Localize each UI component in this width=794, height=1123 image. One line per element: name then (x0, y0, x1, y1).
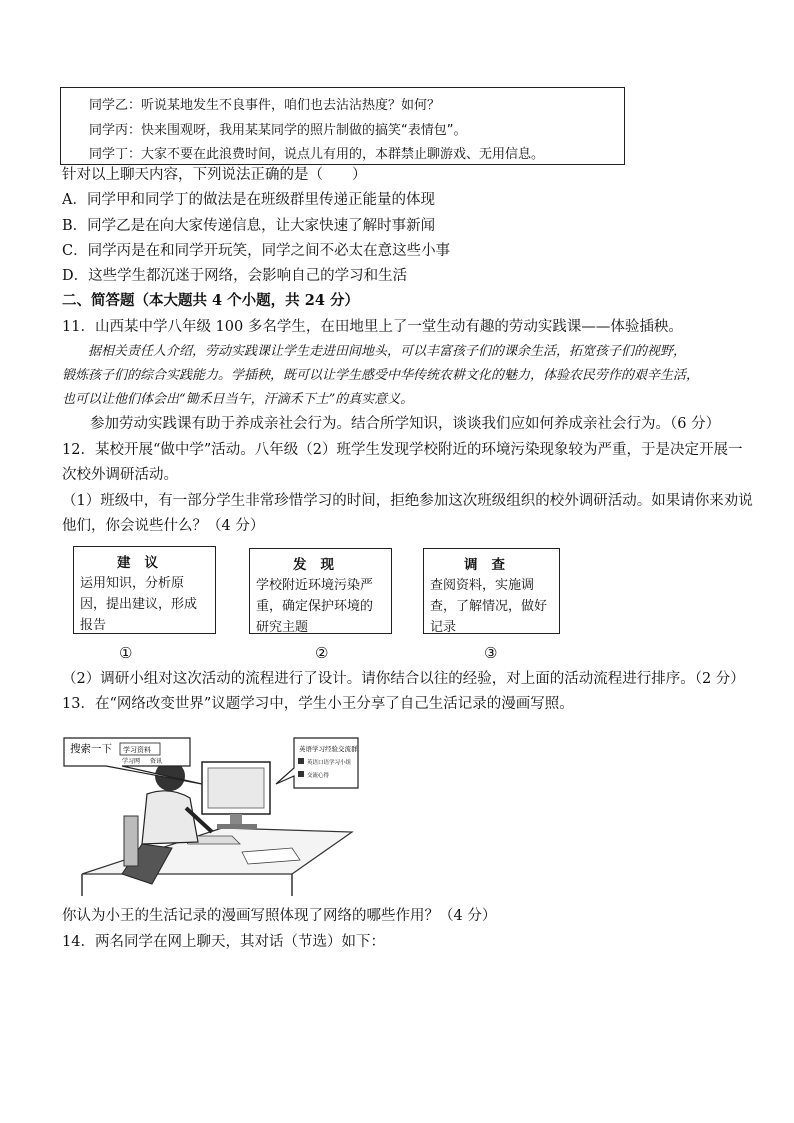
flow-card-body: 学校附近环境污染严重，确定保护环境的研究主题 (256, 578, 374, 635)
q11-material-line-2: 锻炼孩子们的综合实践能力。学插秧，既可以让学生感受中华传统农耕文化的魅力，体验农民劳作的艰辛生活， (62, 368, 700, 383)
cartoon-illustration (62, 724, 362, 899)
chat-line-c: 同学丙：快来围观呀，我用某某同学的照片制做的搞笑“表情包”。 (89, 123, 467, 138)
flow-card-body: 运用知识，分析原因，提出建议，形成报告 (80, 576, 198, 633)
flow-card-title: 建议 (117, 555, 172, 571)
q14-stem: 14．两名同学在网上聊天，其对话（节选）如下： (62, 934, 385, 950)
cartoon-drawing (62, 724, 362, 899)
cartoon-search-box: 学习资料 (123, 746, 151, 754)
flow-card-number: ① (119, 644, 133, 662)
flow-card-number: ② (315, 644, 329, 662)
q11-material-line-3: 也可以让他们体会出“锄禾日当午，汗滴禾下土”的真实意义。 (62, 392, 414, 407)
cartoon-search-label: 搜索一下 (70, 743, 112, 755)
q12-stem-1: 12．某校开展“做中学”活动。八年级（2）班学生发现学校附近的环境污染现象较为严重，于是决定开展一 (62, 442, 743, 458)
q10-stem: 针对以上聊天内容，下列说法正确的是（ ） (62, 167, 367, 183)
cartoon-link-2: 资讯 (150, 758, 163, 765)
q11-stem: 11．山西某中学八年级 100 多名学生，在田地里上了一堂生动有趣的劳动实践课——体验插秧。 (62, 319, 683, 335)
q13-stem: 13．在“网络改变世界”议题学习中，学生小王分享了自己生活记录的漫画写照。 (62, 696, 574, 712)
flow-card-title: 调查 (464, 557, 519, 573)
q11-question: 参加劳动实践课有助于养成亲社会行为。结合所学知识，谈谈我们应如何养成亲社会行为。（6 分） (90, 416, 721, 432)
flow-card-title: 发现 (293, 557, 348, 573)
cartoon-msg-2: 交流心得 (307, 773, 330, 779)
q13-question: 你认为小王的生活记录的漫画写照体现了网络的哪些作用？（4 分） (62, 908, 497, 924)
q12-stem-2: 次校外调研活动。 (62, 467, 178, 483)
flow-card-investigation (423, 548, 560, 634)
q12-sub1-2: 他们，你会说些什么？（4 分） (62, 518, 265, 534)
q10-option-a: A．同学甲和同学丁的做法是在班级群里传递正能量的体现 (62, 192, 435, 208)
chat-excerpt-box (60, 87, 625, 165)
cartoon-group-title: 英语学习经验交流群 (299, 745, 358, 753)
chat-line-b: 同学乙：听说某地发生不良事件，咱们也去沾沾热度？如何？ (89, 98, 441, 113)
q12-sub1-1: （1）班级中，有一部分学生非常珍惜学习的时间，拒绝参加这次班级组织的校外调研活动。如果请你来劝说 (62, 493, 753, 509)
q10-option-b: B．同学乙是在向大家传递信息，让大家快速了解时事新闻 (62, 218, 436, 234)
cartoon-msg-1: 英语口语学习小组 (307, 760, 352, 766)
q12-sub2: （2）调研小组对这次活动的流程进行了设计。请你结合以往的经验，对上面的活动流程进行排序。（2 分） (62, 671, 745, 687)
q10-option-d: D．这些学生都沉迷于网络，会影响自己的学习和生活 (62, 268, 408, 284)
chat-line-d: 同学丁：大家不要在此浪费时间，说点儿有用的，本群禁止聊游戏、无用信息。 (89, 147, 545, 162)
flow-card-number: ③ (484, 644, 498, 662)
q11-material-line-1: 据相关责任人介绍，劳动实践课让学生走进田间地头，可以丰富孩子们的课余生活，拓宽孩子们的视野， (88, 344, 687, 359)
flow-card-body: 查阅资料，实施调查，了解情况，做好记录 (430, 578, 548, 635)
cartoon-link-1: 学习网 (122, 758, 141, 765)
flow-card-discovery (249, 548, 392, 634)
flow-card-suggestion (73, 546, 216, 634)
section-title: 二、简答题（本大题共 4 个小题，共 24 分） (62, 292, 359, 309)
q10-option-c: C．同学丙是在和同学开玩笑，同学之间不必太在意这些小事 (62, 243, 451, 259)
